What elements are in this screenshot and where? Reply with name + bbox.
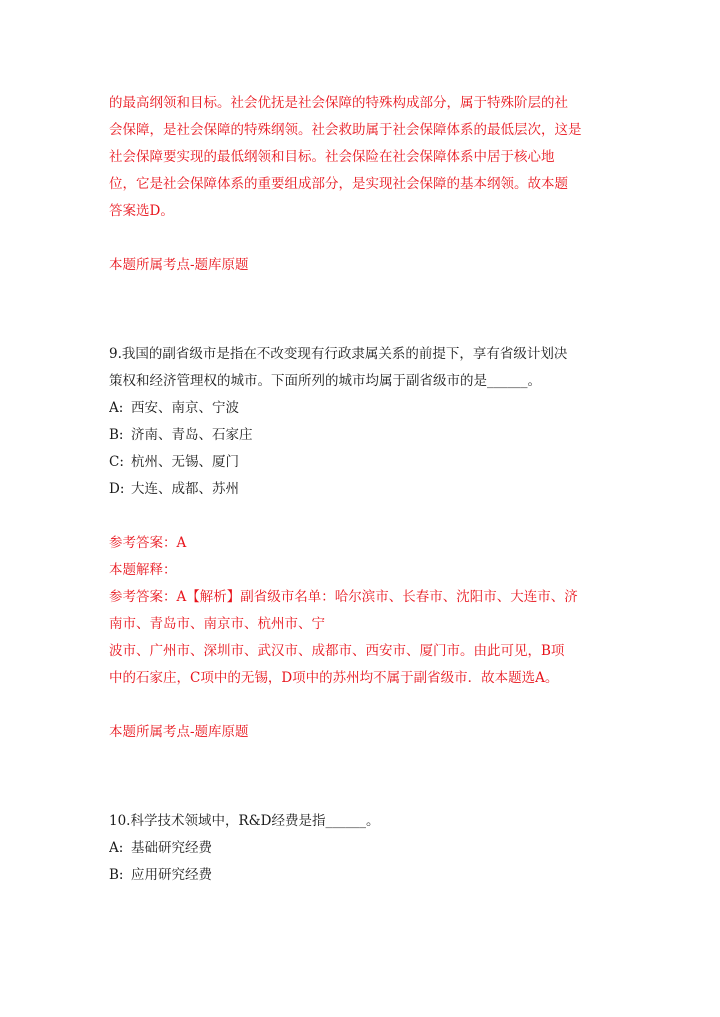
option-label: A: bbox=[109, 400, 124, 416]
explanation-line: 答案选D。 bbox=[109, 203, 174, 219]
explanation-line: 波市、广州市、深圳市、武汉市、成都市、西安市、厦门市。由此可见，B项 bbox=[109, 643, 565, 659]
option-label: C: bbox=[109, 454, 124, 470]
answer-line: 参考答案：A bbox=[109, 535, 187, 551]
option-text: 济南、青岛、石家庄 bbox=[131, 427, 253, 443]
explanation-line: 的最高纲领和目标。社会优抚是社会保障的特殊构成部分，属于特殊阶层的社 bbox=[109, 95, 568, 111]
explanation-line: 会保障，是社会保障的特殊纲领。社会救助属于社会保障体系的最低层次，这是 bbox=[109, 122, 582, 138]
option-a bbox=[109, 395, 614, 422]
explanation-block bbox=[109, 90, 614, 225]
option-label: A: bbox=[109, 840, 124, 856]
explanation-line: 位，它是社会保障体系的重要组成部分，是实现社会保障的基本纲领。故本题 bbox=[109, 176, 568, 192]
option-b bbox=[109, 862, 614, 889]
question-stem-line: 10.科学技术领域中，R&D经费是指______。 bbox=[109, 813, 380, 829]
question-9 bbox=[109, 341, 614, 692]
question-stem-line: 9.我国的副省级市是指在不改变现有行政隶属关系的前提下，享有省级计划决 bbox=[109, 346, 568, 362]
option-b bbox=[109, 422, 614, 449]
option-text: 基础研究经费 bbox=[131, 840, 212, 856]
source-label: 本题所属考点-题库原题 bbox=[109, 257, 249, 273]
explanation-line: 参考答案：A【解析】副省级市名单：哈尔滨市、长春市、沈阳市、大连市、济 bbox=[109, 589, 578, 605]
option-label: B: bbox=[109, 427, 124, 443]
option-label: B: bbox=[109, 867, 124, 883]
explanation-line: 社会保障要实现的最低纲领和目标。社会保险在社会保障体系中居于核心地 bbox=[109, 149, 555, 165]
explanation-line: 中的石家庄，C项中的无锡，D项中的苏州均不属于副省级市．故本题选A。 bbox=[109, 670, 559, 686]
question-10 bbox=[109, 808, 614, 889]
option-text: 杭州、无锡、厦门 bbox=[131, 454, 239, 470]
source-label: 本题所属考点-题库原题 bbox=[109, 724, 249, 740]
option-text: 西安、南京、宁波 bbox=[131, 400, 239, 416]
question-stem-line: 策权和经济管理权的城市。下面所列的城市均属于副省级市的是______。 bbox=[109, 373, 541, 389]
option-text: 大连、成都、苏州 bbox=[131, 481, 239, 497]
option-d bbox=[109, 476, 614, 503]
explanation-title: 本题解释： bbox=[109, 562, 177, 578]
option-text: 应用研究经费 bbox=[131, 867, 212, 883]
option-label: D: bbox=[109, 481, 125, 497]
option-a bbox=[109, 835, 614, 862]
explanation-line: 南市、青岛市、南京市、杭州市、宁 bbox=[109, 616, 325, 632]
document-page bbox=[109, 90, 614, 889]
option-c bbox=[109, 449, 614, 476]
